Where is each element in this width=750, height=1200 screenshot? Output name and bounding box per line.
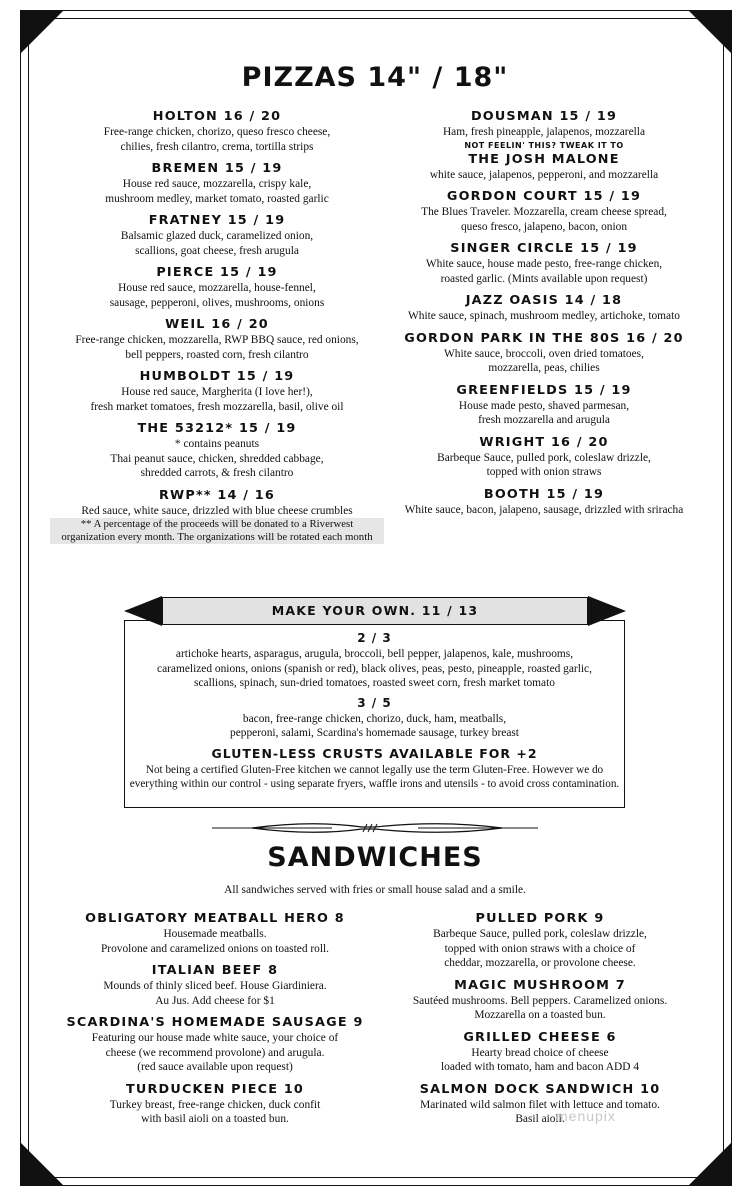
menu-item [388,151,700,183]
item-desc: Free-range chicken, chorizo, queso fresco cheese, [103,126,331,138]
pizza-list-right [388,108,700,523]
menu-item [60,962,370,1008]
item-desc: Basil aioli. [515,1113,565,1125]
item-desc: Barbeque Sauce, pulled pork, coleslaw drizzle, [433,928,647,940]
item-desc: Balsamic glazed duck, caramelized onion, [120,230,314,242]
item-name: DOUSMAN 15 / 19 [470,109,618,124]
menu-item [50,316,384,362]
item-desc: mozzarella, peas, chilies [488,362,600,374]
item-name: TURDUCKEN PIECE 10 [125,1081,305,1097]
item-desc: cheese (we recommend provolone) and arugula. [105,1046,325,1059]
topping-list [126,647,623,691]
make-your-own-content [126,630,623,796]
menu-item [388,330,700,376]
menu-item [388,108,700,151]
item-desc: (red sauce available upon request) [137,1061,293,1073]
menu-item [388,240,700,286]
item-desc: House red sauce, mozzarella, house-fennel, [118,282,316,294]
item-name: GREENFIELDS 15 / 19 [456,382,632,398]
item-desc: Turkey breast, free-range chicken, duck confit [109,1098,321,1111]
menu-item [60,1014,370,1075]
item-name: FRATNEY 15 / 19 [148,213,286,228]
menu-item [388,382,700,428]
item-desc: Free-range chicken, mozzarella, RWP BBQ sauce, red onions, [75,334,359,346]
item-name: RWP** 14 / 16 [159,487,275,503]
watermark: menupix [556,1108,616,1124]
menu-item [50,487,384,545]
item-desc: Provolone and caramelized onions on toasted roll. [100,942,330,955]
gluten-less-heading: GLUTEN-LESS CRUSTS AVAILABLE FOR +2 [211,745,538,761]
topping-line: pepperoni, salami, Scardina's homemade sausage, turkey breast [230,727,519,739]
item-desc: queso fresco, jalapeno, bacon, onion [460,220,628,233]
item-desc: fresh market tomatoes, fresh mozzarella, basil, olive oil [90,400,344,413]
item-name: JAZZ OASIS 14 / 18 [465,293,623,308]
menu-item [388,292,700,324]
item-name: GRILLED CHEESE 6 [463,1029,617,1045]
menu-item [60,910,370,956]
sandwich-list-left [60,910,370,1133]
item-desc: chilies, fresh cilantro, crema, tortilla strips [120,140,314,153]
item-name: WRIGHT 16 / 20 [479,434,609,450]
topping-line: scallions, spinach, sun-dried tomatoes, roasted sweet corn, fresh market tomato [194,677,555,689]
donation-footnote [50,518,384,544]
section-divider-ornament [212,818,538,838]
item-name: THE 53212* 15 / 19 [137,421,297,436]
item-desc: House red sauce, Margherita (I love her!), [121,386,313,398]
item-desc: White sauce, bacon, jalapeno, sausage, drizzled with sriracha [404,503,684,516]
disclaimer-line: everything within our control - using separate fryers, waffle irons and utensils - to avoid cross contamination. [129,778,620,790]
corner-ornament-bottom-left [20,1142,64,1186]
item-desc: Barbeque Sauce, pulled pork, coleslaw drizzle, [437,451,651,464]
item-desc: Au Jus. Add cheese for $1 [155,994,275,1007]
item-desc: Featuring our house made white sauce, your choice of [91,1032,339,1044]
corner-ornament-top-left [20,10,64,54]
item-name: BOOTH 15 / 19 [483,486,605,502]
banner-flag-left [124,596,162,626]
sandwich-list-right [390,910,690,1133]
banner-flag-right [588,596,626,626]
item-desc: House red sauce, mozzarella, crispy kale, [122,178,312,190]
menu-item [390,977,690,1023]
make-your-own-banner: MAKE YOUR OWN. 11 / 13 [162,597,588,625]
item-desc: bell peppers, roasted corn, fresh cilantro [125,348,309,361]
item-desc: topped with onion straws [486,466,602,478]
tweak-tagline: NOT FEELIN' THIS? TWEAK IT TO [464,140,624,150]
disclaimer-line: Not being a certified Gluten-Free kitchen we cannot legally use the term Gluten-Free. However we do [145,763,604,776]
sandwiches-intro: All sandwiches served with fries or small house salad and a smile. [224,884,526,896]
topping-line: caramelized onions, onions (spanish or red), black olives, peas, pesto, pineapple, roasted garlic, [157,662,592,675]
item-desc: Hearty bread choice of cheese [471,1046,609,1059]
item-name: SALMON DOCK SANDWICH 10 [419,1081,661,1097]
item-desc: Sautéed mushrooms. Bell peppers. Caramelized onions. [412,994,668,1007]
item-desc: sausage, pepperoni, olives, mushrooms, onions [109,296,325,309]
item-name: MAGIC MUSHROOM 7 [454,977,626,993]
footnote-line: ** A percentage of the proceeds will be donated to a Riverwest [80,518,354,530]
item-desc: cheddar, mozzarella, or provolone cheese. [444,957,636,969]
menu-item [50,108,384,154]
item-name: HOLTON 16 / 20 [152,109,282,124]
pizza-list-left [50,108,384,550]
topping-tier-price: 3 / 5 [357,695,392,710]
item-name: PIERCE 15 / 19 [156,265,278,280]
topping-list [126,712,623,741]
item-desc: roasted garlic. (Mints available upon request) [440,272,648,285]
menu-item [388,486,700,518]
topping-tier-price: 2 / 3 [357,631,392,645]
item-name: ITALIAN BEEF 8 [151,963,279,978]
menu-item [388,434,700,480]
item-desc: Thai peanut sauce, chicken, shredded cabbage, [110,452,324,465]
item-desc: white sauce, jalapenos, pepperoni, and mozzarella [429,168,659,181]
item-desc: shredded carrots, & fresh cilantro [140,467,294,479]
pizzas-heading: PIZZAS 14" / 18" [241,62,509,93]
menu-item [50,420,384,481]
topping-line: bacon, free-range chicken, chorizo, duck, ham, meatballs, [242,712,507,725]
item-name: GORDON PARK IN THE 80S 16 / 20 [404,330,684,346]
menu-item [388,188,700,234]
menu-item [60,1081,370,1127]
item-desc: Mounds of thinly sliced beef. House Giardiniera. [103,980,327,992]
item-desc: with basil aioli on a toasted bun. [141,1113,289,1125]
item-desc: mushroom medley, market tomato, roasted garlic [105,192,329,205]
menu-item [50,212,384,258]
item-note: * contains peanuts [174,438,260,450]
menu-item [390,1029,690,1075]
gluten-disclaimer [126,763,623,792]
item-desc: Mozzarella on a toasted bun. [474,1009,606,1021]
item-name: BREMEN 15 / 19 [151,161,283,176]
item-desc: Ham, fresh pineapple, jalapenos, mozzarella [442,126,646,138]
item-desc: White sauce, house made pesto, free-range chicken, [425,258,663,270]
item-name: SCARDINA'S HOMEMADE SAUSAGE 9 [66,1015,364,1030]
item-name: HUMBOLDT 15 / 19 [139,369,295,384]
corner-ornament-bottom-right [688,1142,732,1186]
sandwiches-heading: SANDWICHES [267,842,483,873]
item-desc: Marinated wild salmon filet with lettuce and tomato. [420,1098,660,1111]
item-desc: fresh mozzarella and arugula [478,414,610,426]
item-name: PULLED PORK 9 [475,911,605,926]
item-desc: scallions, goat cheese, fresh arugula [135,244,299,257]
item-desc: The Blues Traveler. Mozzarella, cream cheese spread, [421,206,667,218]
item-desc: House made pesto, shaved parmesan, [458,399,630,412]
item-desc: topped with onion straws with a choice of [444,942,636,955]
topping-line: artichoke hearts, asparagus, arugula, broccoli, bell pepper, jalapenos, kale, mushrooms, [175,648,574,660]
menu-item [390,1081,690,1127]
corner-ornament-top-right [688,10,732,54]
menu-item [50,264,384,310]
item-name: OBLIGATORY MEATBALL HERO 8 [85,911,345,926]
menu-item [390,910,690,971]
item-desc: loaded with tomato, ham and bacon ADD 4 [440,1061,640,1073]
item-name: THE JOSH MALONE [468,151,620,167]
footnote-line: organization every month. The organizations will be rotated each month [61,531,373,543]
item-desc: Housemade meatballs. [163,928,267,940]
item-name: GORDON COURT 15 / 19 [446,189,642,204]
menu-item [50,368,384,414]
item-name: WEIL 16 / 20 [165,317,269,332]
menu-item [50,160,384,206]
item-desc: Red sauce, white sauce, drizzled with blue cheese crumbles [81,504,353,517]
item-name: SINGER CIRCLE 15 / 19 [450,241,638,256]
item-desc: White sauce, broccoli, oven dried tomatoes, [444,347,644,360]
item-desc: White sauce, spinach, mushroom medley, artichoke, tomato [408,310,680,322]
